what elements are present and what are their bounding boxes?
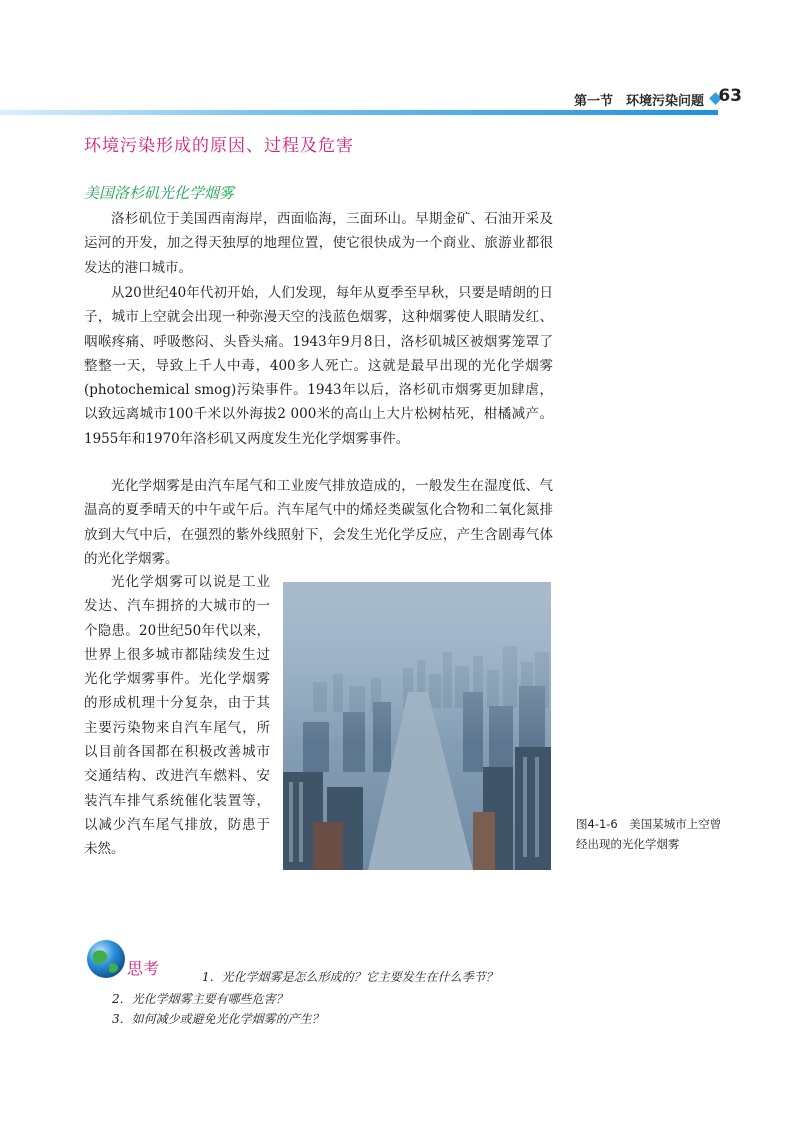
page-header [0,86,800,116]
think-question-2: 2．光化学烟雾主要有哪些危害？ [112,992,288,1006]
paragraph-1: 洛杉矶位于美国西南海岸，西面临海，三面环山。早期金矿、石油开采及运河的开发，加之得天独厚的地理位置，使它很快成为一个商业、旅游业都很发达的港口城市。 [84,211,553,276]
page-number: 63 [718,86,742,106]
think-label: 思考 [127,959,160,978]
paragraph-2: 从20世纪40年代初开始，人们发现，每年从夏季至早秋，只要是晴朗的日子，城市上空就会出现一种弥漫天空的浅蓝色烟雾，这种烟雾使人眼睛发红、咽喉疼痛、呼吸憋闷、头昏头痛。1943年9月8日，洛杉矶城区被烟雾笼罩了整整一天，导致上千人中毒，400多人死亡。这就是最早出现的光化学烟雾(photochemical smog)污染事件。1943年以后，洛杉矶市烟雾更加肆虐，以致远离城市100千米以外海拔2 000米的高山上大片松树枯死，柑橘减产。1955年和1970年洛杉矶又两度发生光化学烟雾事件。 [84,285,553,447]
paragraph-4: 光化学烟雾可以说是工业发达、汽车拥挤的大城市的一个隐患。20世纪50年代以来，世界上很多城市都陆续发生过光化学烟雾事件。光化学烟雾的形成机理十分复杂，由于其主要污染物来自汽车尾气，所以目前各国都在积极改善城市交通结构、改进汽车燃料、安装汽车排气系统催化装置等，以减少汽车尾气排放，防患于未然。 [84,574,270,858]
smoggy-city-photo [283,582,551,870]
paragraph-3: 光化学烟雾是由汽车尾气和工业废气排放造成的，一般发生在湿度低、气温高的夏季晴天的中午或午后。汽车尾气中的烯烃类碳氢化合物和二氧化氮排放到大气中后，在强烈的紫外线照射下，会发生光化学反应，产生含剧毒气体的光化学烟雾。 [84,478,553,567]
figure-caption: 图4-1-6 美国某城市上空曾经出现的光化学烟雾 [576,817,722,851]
section-title: 环境污染形成的原因、过程及危害 [84,136,354,156]
header-rule [0,110,718,115]
think-question-1: 1．光化学烟雾是怎么形成的？它主要发生在什么季节？ [202,970,498,984]
subsection-title: 美国洛杉矶光化学烟雾 [84,184,235,202]
header-section-title: 第一节 环境污染问题 [573,94,704,109]
think-question-3: 3．如何减少或避免光化学烟雾的产生？ [112,1012,324,1026]
globe-icon [85,938,127,980]
